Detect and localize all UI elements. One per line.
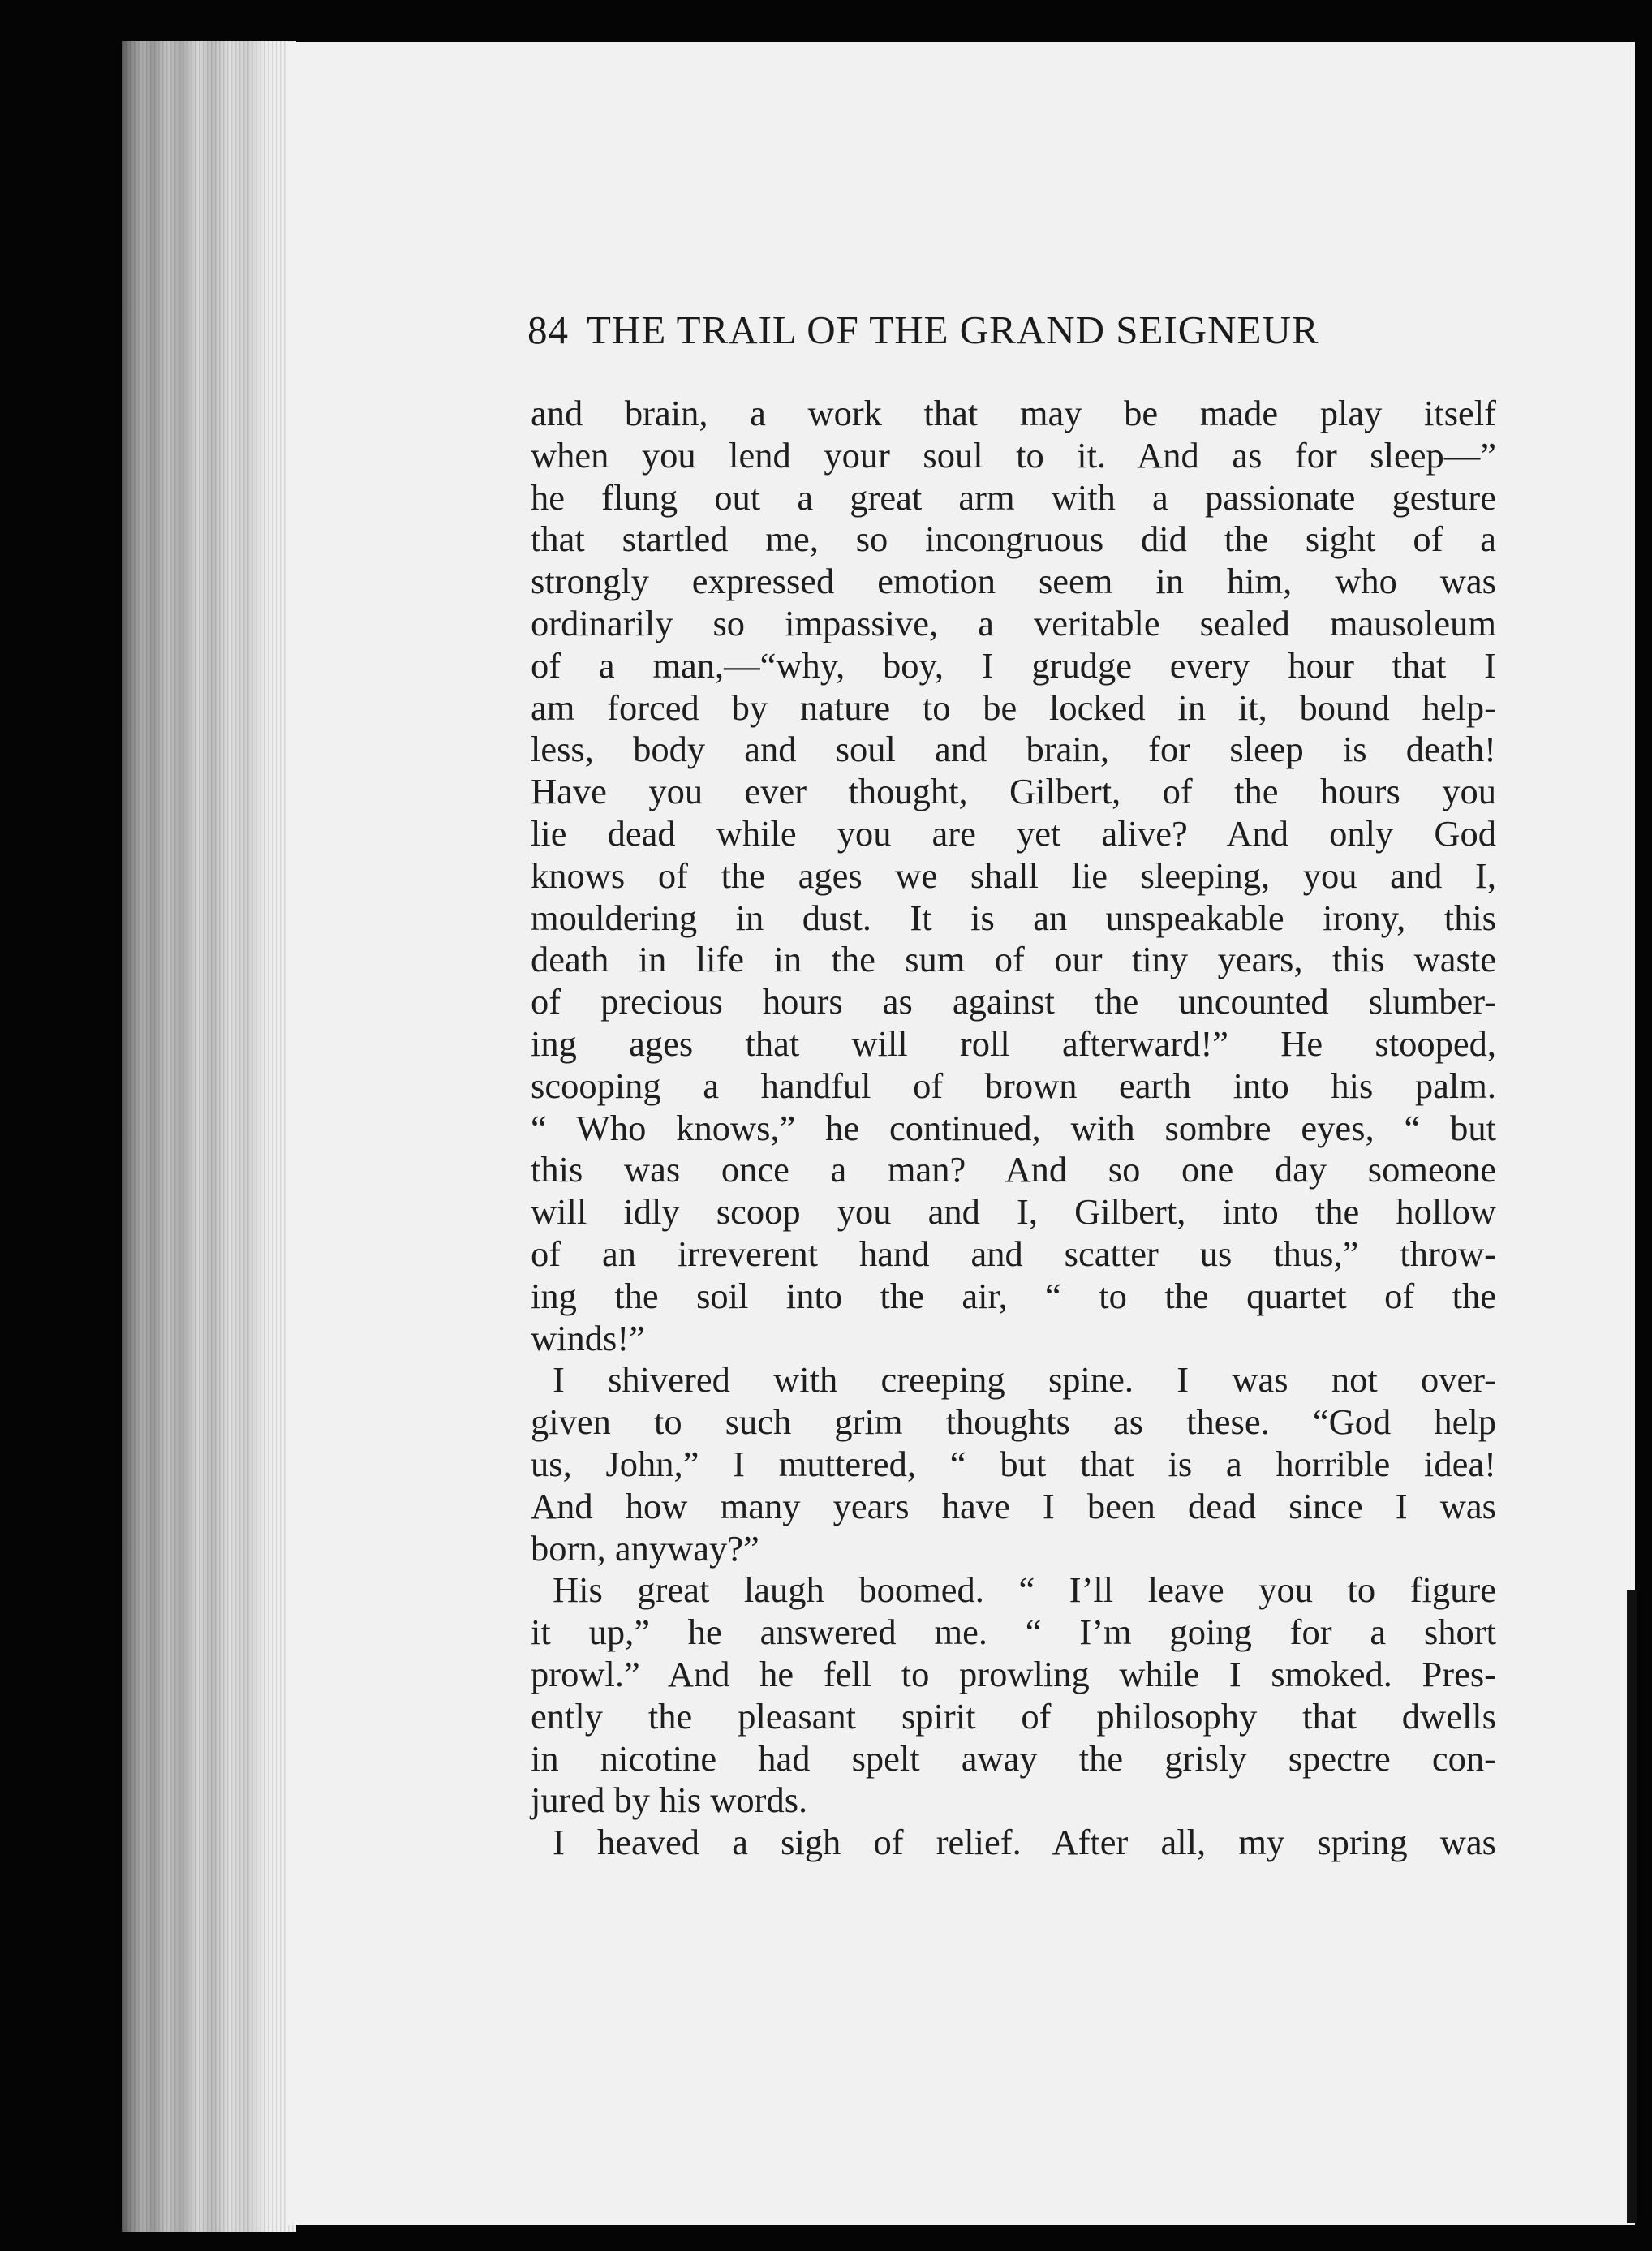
text-line: in nicotine had spelt away the grisly spectre con- <box>531 1737 1496 1779</box>
text-line: “ Who knows,” he continued, with sombre eyes, “ but <box>531 1107 1496 1148</box>
book-page-edges <box>122 41 296 2232</box>
text-line: of an irreverent hand and scatter us thus,” throw- <box>531 1233 1496 1274</box>
text-line: given to such grim thoughts as these. “God help <box>531 1401 1496 1443</box>
text-line: His great laugh boomed. “ I’ll leave you to figure <box>553 1569 1496 1611</box>
text-line: born, anyway?” <box>531 1527 759 1569</box>
text-line: when you lend your soul to it. And as for sleep—” <box>531 434 1496 476</box>
text-line: ing ages that will roll afterward!” He stooped, <box>531 1022 1496 1064</box>
text-line: And how many years have I been dead since I was <box>531 1485 1496 1526</box>
text-line: mouldering in dust. It is an unspeakable irony, this <box>531 897 1496 938</box>
text-line: us, John,” I muttered, “ but that is a horrible idea! <box>531 1443 1496 1484</box>
text-line: death in life in the sum of our tiny years, this waste <box>531 939 1496 980</box>
text-line: ently the pleasant spirit of philosophy that dwells <box>531 1695 1496 1737</box>
text-line: strongly expressed emotion seem in him, who was <box>531 561 1496 602</box>
text-line: will idly scoop you and I, Gilbert, into the hollow <box>531 1191 1496 1233</box>
text-line: it up,” he answered me. “ I’m going for a short <box>531 1612 1496 1653</box>
page-shadow <box>1627 1590 1637 2223</box>
text-line: of a man,—“why, boy, I grudge every hour that I <box>531 644 1496 686</box>
text-line: knows of the ages we shall lie sleeping, you and I, <box>531 854 1496 896</box>
text-line: ing the soil into the air, “ to the quartet of the <box>531 1275 1496 1316</box>
text-line: of precious hours as against the uncounted slumber- <box>531 981 1496 1022</box>
text-line: I heaved a sigh of relief. After all, my spring was <box>553 1822 1496 1863</box>
running-title: THE TRAIL OF THE GRAND SEIGNEUR <box>587 308 1319 352</box>
text-line: he flung out a great arm with a passionate gesture <box>531 476 1496 518</box>
text-line: less, body and soul and brain, for sleep is death! <box>531 729 1496 770</box>
body-text <box>531 393 1496 1864</box>
text-line: ordinarily so impassive, a veritable sealed mausoleum <box>531 602 1496 643</box>
text-line: this was once a man? And so one day someone <box>531 1149 1496 1190</box>
text-line: that startled me, so incongruous did the sight of a <box>531 519 1496 560</box>
text-line: jured by his words. <box>531 1780 808 1821</box>
text-line: Have you ever thought, Gilbert, of the hours you <box>531 771 1496 812</box>
text-line: prowl.” And he fell to prowling while I smoked. Pres- <box>531 1653 1496 1694</box>
text-line: I shivered with creeping spine. I was not over- <box>553 1359 1496 1401</box>
running-head <box>527 307 1428 353</box>
text-line: scooping a handful of brown earth into his palm. <box>531 1065 1496 1106</box>
text-line: winds!” <box>531 1317 645 1358</box>
page-number: 84 <box>527 308 569 352</box>
text-line: lie dead while you are yet alive? And only God <box>531 812 1496 854</box>
text-line: am forced by nature to be locked in it, bound help- <box>531 686 1496 728</box>
text-line: and brain, a work that may be made play itself <box>531 393 1496 433</box>
